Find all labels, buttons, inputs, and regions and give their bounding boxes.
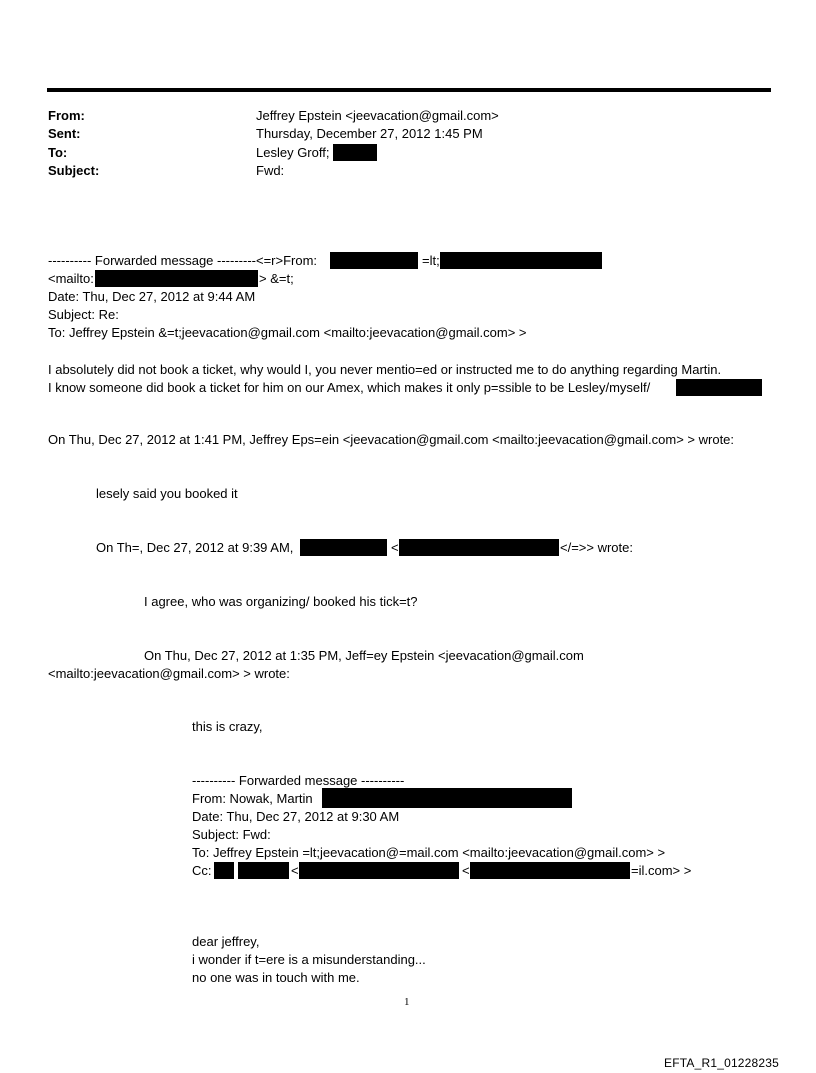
subject-line: Subject: Re: <box>48 307 119 322</box>
redaction-box <box>95 270 258 287</box>
subject-value: Fwd: <box>256 163 285 178</box>
forward-cc-label: Cc: <box>192 863 212 878</box>
message-text: dear jeffrey, <box>192 934 260 949</box>
forward-subject-line: Subject: Fwd: <box>192 827 271 842</box>
redaction-box <box>399 539 559 556</box>
forward-date-line: Date: Thu, Dec 27, 2012 at 9:30 AM <box>192 809 400 824</box>
redaction-box <box>470 862 630 879</box>
forward-cc-lt: < <box>462 863 470 878</box>
date-line: Date: Thu, Dec 27, 2012 at 9:44 AM <box>48 289 256 304</box>
redaction-box <box>322 788 572 808</box>
to-value: Lesley Groff; <box>256 145 330 160</box>
subject-label: Subject: <box>48 163 100 178</box>
quoted-text: this is crazy, <box>192 719 263 734</box>
forward-header-line: ---------- Forwarded message ---------- <box>192 773 405 788</box>
sent-label: Sent: <box>48 126 81 141</box>
to-line: To: Jeffrey Epstein &=t;jeevacation@gmail.com <mailto:jeevacation@gmail.com> > <box>48 325 527 340</box>
mailto-end: > &=t; <box>259 271 294 286</box>
forward-cc-lt: < <box>291 863 299 878</box>
message-text: no one was in touch with me. <box>192 970 360 985</box>
quoted-wrote-lt: < <box>391 540 399 555</box>
quoted-text: I agree, who was organizing/ booked his tick=t? <box>144 594 418 609</box>
sent-value: Thursday, December 27, 2012 1:45 PM <box>256 126 483 141</box>
redaction-box <box>330 252 418 269</box>
from-value: Jeffrey Epstein <jeevacation@gmail.com> <box>256 108 499 123</box>
redaction-box <box>440 252 602 269</box>
redaction-box <box>238 862 289 879</box>
redaction-box <box>214 862 234 879</box>
forward-to-line: To: Jeffrey Epstein =lt;jeevacation@=mail.com <mailto:jeevacation@gmail.com> > <box>192 845 666 860</box>
from-label: From: <box>48 108 85 123</box>
page-number: 1 <box>404 996 410 1008</box>
redaction-box <box>333 144 377 161</box>
quoted-wrote-line: On Th=, Dec 27, 2012 at 9:39 AM, <box>96 540 294 555</box>
forward-from-line: From: Nowak, Martin <box>192 791 313 806</box>
to-label: To: <box>48 145 68 160</box>
redaction-box <box>676 379 762 396</box>
quoted-text: lesely said you booked it <box>96 486 238 501</box>
quoted-wrote-line: <mailto:jeevacation@gmail.com> > wrote: <box>48 666 290 681</box>
document-id: EFTA_R1_01228235 <box>664 1056 780 1070</box>
redaction-box <box>300 539 387 556</box>
message-text: i wonder if t=ere is a misunderstanding... <box>192 952 426 967</box>
quoted-wrote-end: </=>> wrote: <box>560 540 633 555</box>
paragraph: I know someone did book a ticket for him on our Amex, which makes it only p=ssible to be Lesley/myself/ <box>48 380 651 395</box>
quoted-wrote-line: On Thu, Dec 27, 2012 at 1:41 PM, Jeffrey Eps=ein <jeevacation@gmail.com <mailto:jeevacation@gmail.com> > wrote: <box>48 432 735 447</box>
quoted-wrote-line: On Thu, Dec 27, 2012 at 1:35 PM, Jeff=ey Epstein <jeevacation@gmail.com <box>144 648 584 663</box>
header-rule <box>47 88 771 92</box>
redaction-box <box>299 862 459 879</box>
forward-header-lt: =lt; <box>422 253 440 268</box>
forward-header-line: ---------- Forwarded message ---------<=r>From: <box>48 253 318 268</box>
paragraph: I absolutely did not book a ticket, why would I, you never mentio=ed or instructed me to do anything regarding Martin. <box>48 362 722 377</box>
forward-cc-end: =il.com> > <box>631 863 692 878</box>
mailto-line: <mailto: <box>48 271 94 286</box>
